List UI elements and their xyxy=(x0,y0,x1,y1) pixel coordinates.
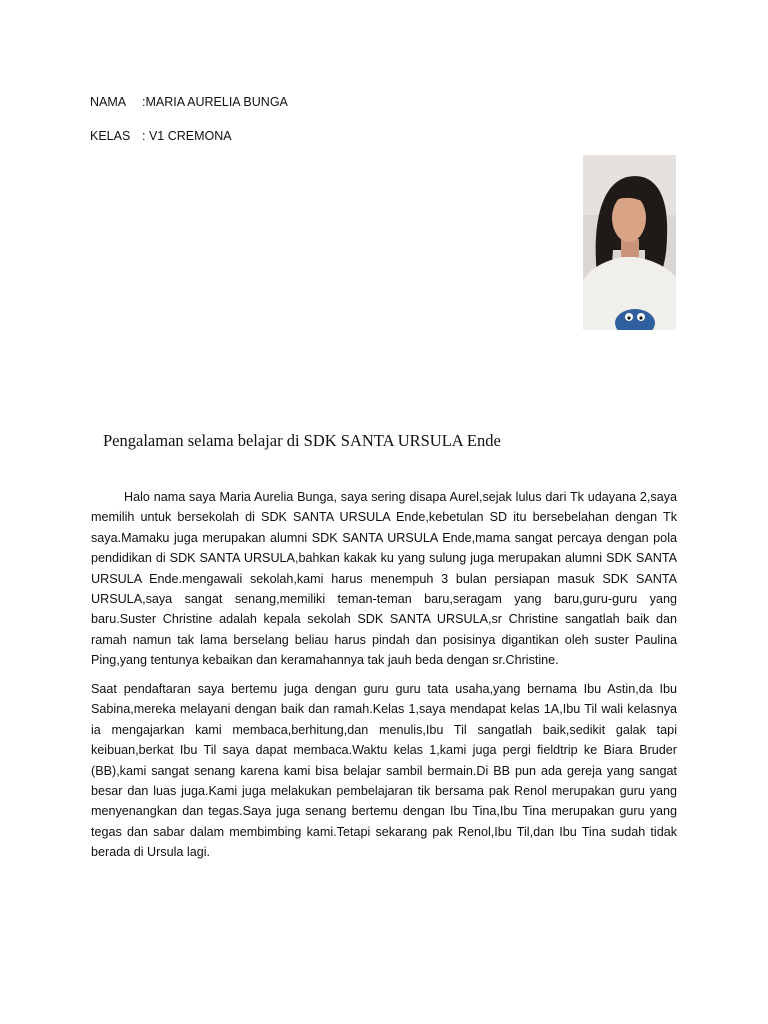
essay-paragraph-2: Saat pendaftaran saya bertemu juga dengan guru guru tata usaha,yang bernama Ibu Astin,da Ibu Sabina,mereka melayani dengan baik dan ramah.Kelas 1,saya mendapat kelas 1A,Ibu Til wali kelasnya ia mengajarkan kami membaca,berhitung,dan menulis,Ibu Til sangatlah baik,sedikit galak tapi keibuan,berkat Ibu Til saya dapat membaca.Waktu kelas 1,kami juga pergi fieldtrip ke Biara Bruder (BB),kami sangat senang karena kami bisa belajar sambil bermain.Di BB pun ada gereja yang sangat besar dan luas juga.Kami juga melakukan pembelajaran tik bersama pak Renol merupakan guru yang menyenangkan dan tegas.Saya juga senang bertemu dengan Ibu Tina,Ibu Tina merupakan guru yang tegas dan sabar dalam membimbing kami.Tetapi sekarang pak Renol,Ibu Til,dan Ibu Tina sudah tidak berada di Ursula lagi. xyxy=(91,682,677,860)
essay-title: Pengalaman selama belajar di SDK SANTA URSULA Ende xyxy=(103,431,501,450)
name-value: :MARIA AURELIA BUNGA xyxy=(142,95,288,109)
name-label: NAMA xyxy=(90,95,127,109)
class-label: KELAS xyxy=(90,129,131,143)
class-value: : V1 CREMONA xyxy=(142,129,232,143)
class-row xyxy=(90,129,232,143)
name-row xyxy=(90,95,288,109)
essay-paragraph-1: Halo nama saya Maria Aurelia Bunga, saya sering disapa Aurel,sejak lulus dari Tk udayana 2,saya memilih untuk bersekolah di SDK SANTA URSULA Ende,kebetulan SD itu bersebelahan dengan Tk saya.Mamaku juga merupakan alumni SDK SANTA URSULA Ende,mama sangat percaya dengan pola pendidikan di SDK SANTA URSULA,bahkan kakak ku yang sulung juga merupakan alumni SDK SANTA URSULA Ende.mengawali sekolah,kami harus menempuh 3 bulan persiapan masuk SDK SANTA URSULA,saya sangat senang,memiliki teman-teman baru,seragam yang baru,guru-guru yang baru.Suster Christine adalah kepala sekolah SDK SANTA URSULA,sr Christine sangatlah baik dan ramah namun tak lama berselang beliau harus pindah dan posisinya digantikan oleh suster Paulina Ping,yang tentunya kebaikan dan keramahannya tak jauh beda dengan sr.Christine. xyxy=(91,490,677,668)
student-photo xyxy=(583,155,676,330)
face-shape xyxy=(612,194,646,242)
portrait-illustration xyxy=(583,155,676,330)
neck-shape xyxy=(621,239,639,259)
